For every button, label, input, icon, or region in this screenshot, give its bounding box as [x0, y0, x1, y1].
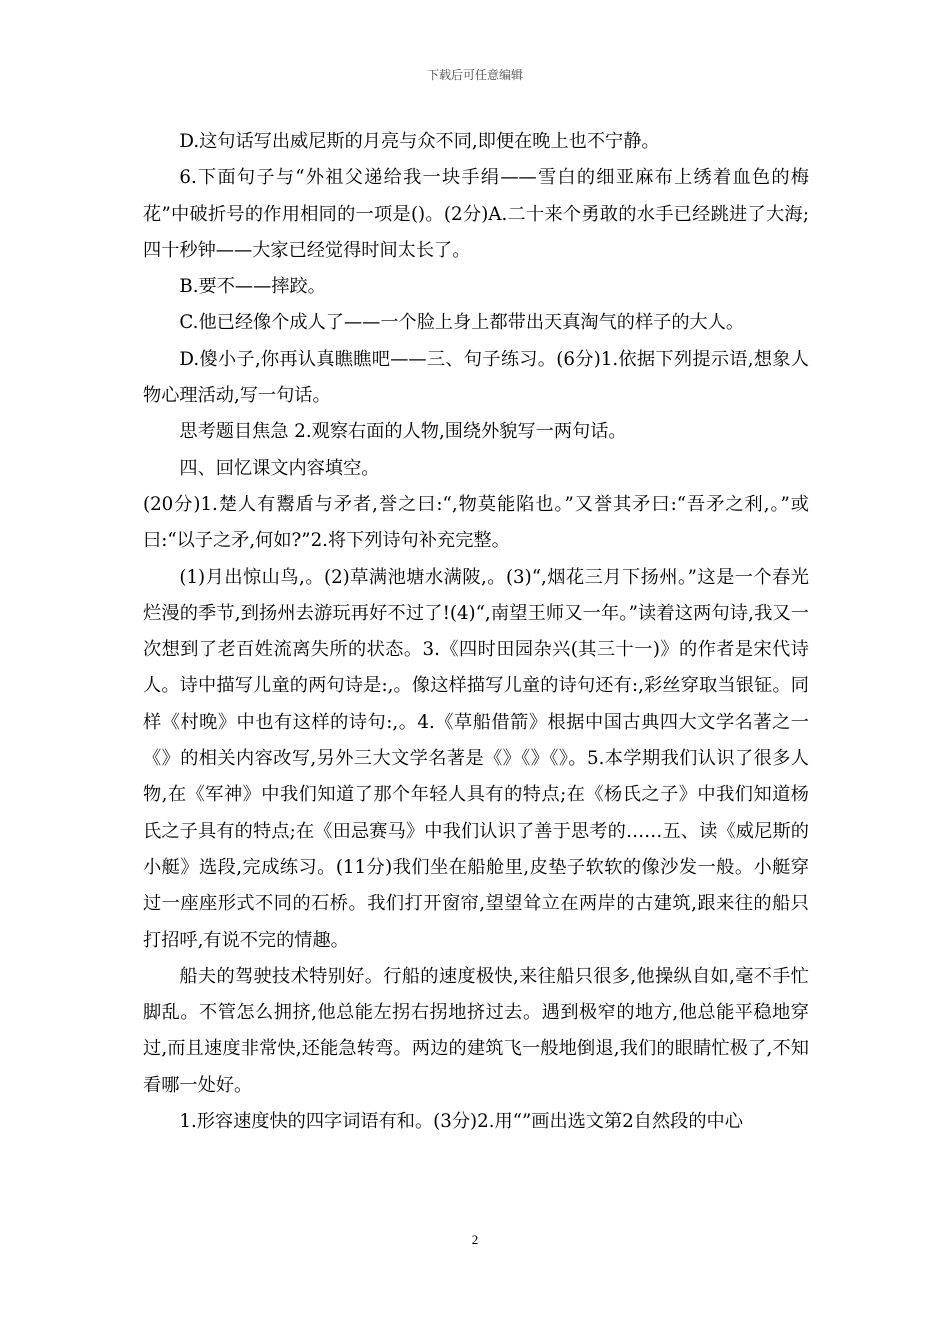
page-number: 2 — [471, 1232, 479, 1247]
paragraph-option-b: B.要不——摔跤。 — [179, 276, 326, 298]
paragraph-boatman: 船夫的驾驶技术特别好。行船的速度极快,来往船只很多,他操纵自如,毫不手忙脚乱。不管怎么拥挤,他总能左拐右拐地挤过去。遇到极窄的地方,他总能平稳地穿过,而且速度非常快,还能急转弯。两边的建筑飞一般地倒退,我们的眼睛忙极了,不知看哪一处好。 — [143, 965, 809, 1096]
page-header: 下载后可任意编辑 — [426, 68, 523, 82]
paragraph-fill-in-1: (20分)1.楚人有鬻盾与矛者,誉之曰:“,物莫能陷也。”又誉其矛曰:“吾矛之利,。”或曰:“以子之矛,何如?”2.将下列诗句补充完整。 — [143, 493, 809, 552]
paragraph-question-6: 6.下面句子与“外祖父递给我一块手绢——雪白的细亚麻布上绣着血色的梅花”中破折号的作用相同的一项是()。(2分)A.二十来个勇敢的水手已经跳进了大海;四十秒钟——大家已经觉得时间太长了。 — [143, 167, 809, 261]
paragraph-exercise-questions: 1.形容速度快的四字词语有和。(3分)2.用“”画出选文第2自然段的中心 — [179, 1111, 743, 1133]
paragraph-fill-in-poems: (1)月出惊山鸟,。(2)草满池塘水满陂,。(3)“,烟花三月下扬州。”这是一个春光烂漫的季节,到扬州去游玩再好不过了!(4)“,南望王师又一年。”读着这两句诗,我又一次想到了老百姓流离失所的状态。3.《四时田园杂兴(其三十一)》的作者是宋代诗人。诗中描写儿童的两句诗是:,。像这样描写儿童的诗句还有:,彩丝穿取当银钲。同样《村晚》中也有这样的诗句:,。4.《草船借箭》根据中国古典四大文学名著之一《》的相关内容改写,另外三大文学名著是《》《》《》。5.本学期我们认识了很多人物,在《军神》中我们知道了那个年轻人具有的特点;在《杨氏之子》中我们知道杨氏之子具有的特点;在《田忌赛马》中我们认识了善于思考的……五、读《威尼斯的小艇》选段,完成练习。(11分)我们坐在船舱里,皮垫子软软的像沙发一般。小艇穿过一座座形式不同的石桥。我们打开窗帘,望望耸立在两岸的古建筑,跟来往的船只打招呼,有说不完的情趣。 — [143, 566, 809, 951]
paragraph-thinking-task: 思考题目焦急 2.观察右面的人物,围绕外貌写一两句话。 — [179, 421, 627, 443]
paragraph-option-c: C.他已经像个成人了——一个脸上身上都带出天真淘气的样子的大人。 — [179, 312, 745, 334]
paragraph-option-d-moon: D.这句话写出威尼斯的月亮与众不同,即便在晚上也不宁静。 — [179, 131, 660, 152]
paragraph-section-four-heading: 四、回忆课文内容填空。 — [179, 457, 380, 479]
paragraph-option-d-sentence-practice: D.傻小子,你再认真瞧瞧吧——三、句子练习。(6分)1.依据下列提示语,想象人物心理活动,写一句话。 — [143, 348, 809, 407]
document-body — [143, 124, 809, 1140]
